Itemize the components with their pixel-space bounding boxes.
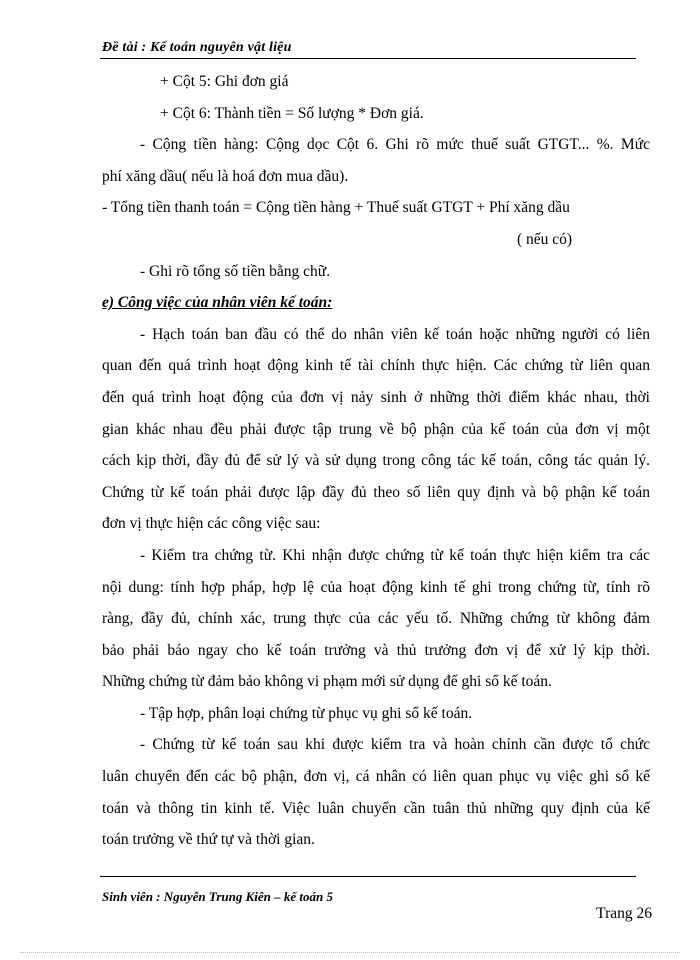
text-line: bảo phải báo ngay cho kế toán trưởng và thủ trưởng đơn vị để xử lý kịp thời. (102, 641, 650, 659)
page-edge-divider (20, 952, 680, 953)
text-line: - Tập hợp, phân loại chứng từ phục vụ ghi sổ kế toán. (140, 704, 473, 722)
header-rule (100, 58, 636, 59)
text-line: toán và thông tin kinh tế. Việc luân chuyển cần tuân thủ những quy định của kế (102, 799, 650, 817)
text-line: - Ghi rõ tổng số tiền bằng chữ. (140, 262, 331, 280)
section-heading: e) Công việc của nhân viên kế toán: (102, 294, 333, 312)
text-line: phí xăng dầu( nếu là hoá đơn mua dầu). (102, 167, 349, 185)
text-line: - Cộng tiền hàng: Cộng dọc Cột 6. Ghi rõ mức thuế suất GTGT... %. Mức (140, 136, 650, 154)
text-line: - Hạch toán ban đầu có thể do nhân viên kế toán hoặc những người có liên (140, 325, 650, 343)
text-line: Những chứng từ đảm bảo không vi phạm mới sử dụng để ghi sổ kế toán. (102, 673, 552, 691)
footer-rule (100, 876, 636, 877)
document-header: Đề tài : Kế toán nguyên vật liệu (102, 40, 292, 55)
text-line: - Kiểm tra chứng từ. Khi nhận được chứng từ kế toán thực hiện kiểm tra các (140, 546, 650, 564)
text-line: nội dung: tính hợp pháp, hợp lệ của hoạt động kinh tế ghi trong chứng từ, tính rõ (102, 578, 650, 596)
footer-author: Sinh viên : Nguyễn Trung Kiên – kế toán 5 (102, 889, 334, 904)
text-line: Chứng từ kế toán phải được lập đầy đủ theo số liên quy định và bộ phận kế toán (102, 483, 650, 501)
text-line: - Chứng từ kế toán sau khi được kiểm tra và hoàn chỉnh cần được tổ chức (140, 736, 650, 754)
page-number: Trang 26 (596, 905, 652, 922)
text-line: đến quá trình hoạt động của đơn vị nảy sinh ở những thời điểm khác nhau, thời (102, 388, 650, 406)
text-line: + Cột 5: Ghi đơn giá (160, 73, 289, 90)
text-line: gian khác nhau đều phải được tập trung về bộ phận của kế toán của đơn vị một (102, 420, 650, 438)
text-line: + Cột 6: Thành tiền = Số lượng * Đơn giá. (160, 104, 424, 122)
text-line: ràng, đầy đủ, chính xác, trung thực của các yếu tố. Những chứng từ không đảm (102, 610, 650, 628)
text-line: ( nếu có) (517, 230, 573, 248)
text-line: quan đến quá trình hoạt động kinh tế tài chính thực hiện. Các chứng từ liên quan (102, 357, 650, 375)
text-line: cách kịp thời, đầy đủ để sử lý và sử dụng trong công tác kế toán, công tác quản lý. (102, 452, 650, 470)
text-line: đơn vị thực hiện các công việc sau: (102, 515, 321, 533)
text-line: luân chuyển đến các bộ phận, đơn vị, cá nhân có liên quan phục vụ việc ghi sổ kế (102, 768, 650, 786)
text-line: - Tổng tiền thanh toán = Cộng tiền hàng + Thuế suất GTGT + Phí xăng dầu (102, 199, 570, 217)
page-body (102, 66, 650, 856)
text-line: toán trưởng về thứ tự và thời gian. (102, 831, 315, 849)
